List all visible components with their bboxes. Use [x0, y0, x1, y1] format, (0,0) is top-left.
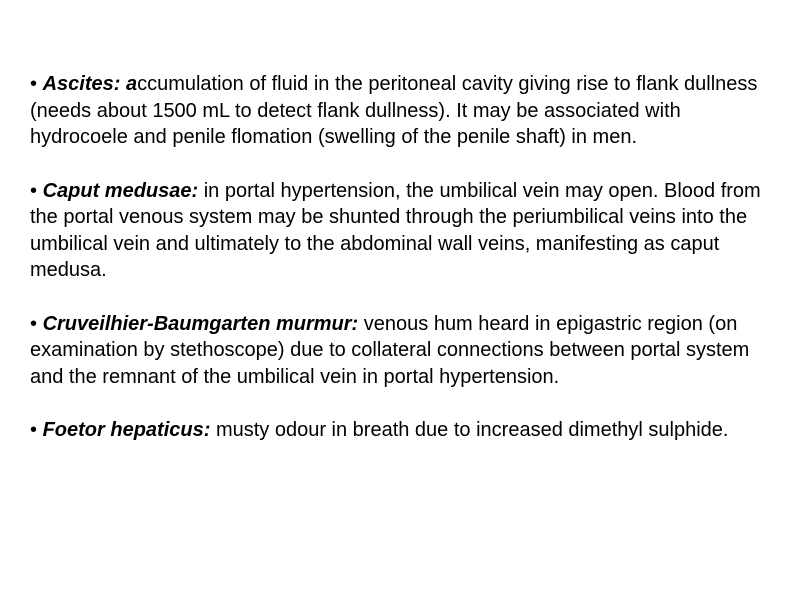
- definition-ascites: ccumulation of fluid in the peritoneal cavity giving rise to flank dullness (needs about 1500 mL to detect flank dullness). It may be associated with hydrocoele and penile flomation (swelling of the penile shaft) in men.: [30, 73, 758, 148]
- term-cruveilhier-baumgarten: Cruveilhier-Baumgarten murmur:: [42, 312, 359, 335]
- definition-caput-medusae: in portal hypertension, the umbilical vein may open. Blood from the portal venous system may be shunted through the periumbilical veins into the umbilical vein and ultimately to the abdominal wall veins, manifesting as caput medusa.: [30, 179, 761, 281]
- definition-foetor-hepaticus: musty odour in breath due to increased dimethyl sulphide.: [215, 419, 729, 441]
- bullet-ascites: [30, 71, 770, 151]
- term-foetor-hepaticus: Foetor hepaticus:: [42, 419, 211, 441]
- slide-content: [30, 71, 770, 471]
- definition-cruveilhier-baumgarten: venous hum heard in epigastric region (on examination by stethoscope) due to collateral connections between portal system and the remnant of the umbilical vein in portal hypertension.: [30, 312, 750, 388]
- bullet-glyph: •: [30, 179, 38, 202]
- bullet-cruveilhier-baumgarten: [30, 311, 770, 391]
- bullet-caput-medusae: [30, 178, 770, 284]
- term-ascites: Ascites: a: [42, 73, 138, 95]
- term-caput-medusae: Caput medusae:: [42, 179, 199, 202]
- bullet-glyph: •: [30, 419, 38, 441]
- bullet-foetor-hepaticus: [30, 417, 770, 444]
- bullet-glyph: •: [30, 73, 38, 95]
- bullet-glyph: •: [30, 312, 38, 335]
